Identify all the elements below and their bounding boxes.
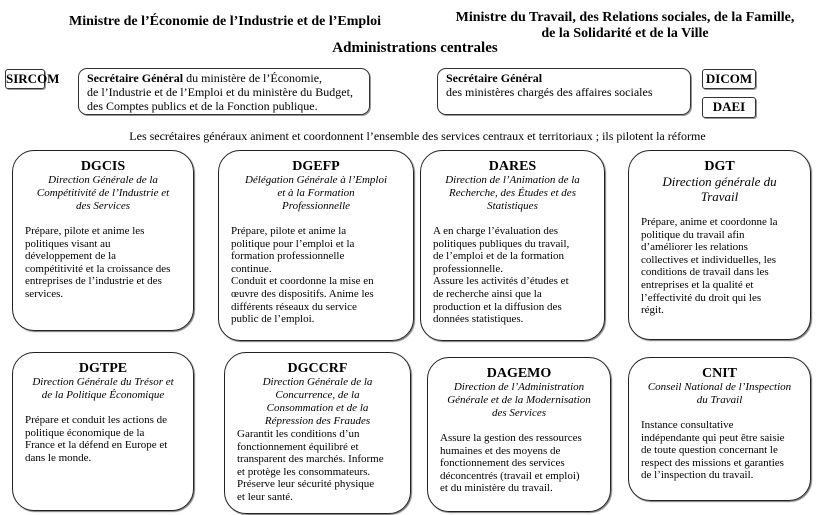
box-title: DAGEMO	[486, 366, 552, 381]
box-title: CNIT	[701, 366, 737, 381]
box-subtitle: Délégation Générale à l’Emploi et à la Formation Professionnelle	[244, 174, 388, 212]
box-subtitle: Direction générale du Travail	[662, 174, 777, 204]
box-subtitle: Direction Générale de la Compétitivité de l’Industrie et des Services	[36, 174, 170, 212]
box-subtitle: Direction Générale de la Concurrence, de la Consommation et de la Répression des Fraudes	[262, 376, 373, 427]
box-body: Prépare et conduit les actions de politique économique de la France et la défend en Europe et dans le monde.	[25, 414, 168, 464]
box-body: Garantit les conditions d’un fonctionnement équilibré et transparent des marchés. Informe et protège les consommateurs. Préserve leur sécurité physique et leur santé.	[237, 428, 384, 503]
box-body: Prépare, pilote et anime les politiques visant au développement de la compétitivité et la croissance des entreprises de l’industrie et des services.	[25, 225, 171, 300]
box-title: DGT	[704, 159, 735, 174]
sircom-box: SIRCOM	[5, 69, 45, 89]
caption: Les secrétaires généraux animent et coordonnent l’ensemble des services centraux et territoriaux ; ils pilotent la réforme	[129, 129, 706, 143]
page-title: Administrations centrales	[332, 40, 498, 56]
secretary-general-economy	[78, 68, 370, 115]
sg-right-label: Secrétaire Général	[446, 71, 543, 85]
box-body: Prépare, anime et coordonne la politique du travail afin d’améliorer les relations collectives et individuelles, les conditions de travail dans les entreprises et la qualité et l’effectivité du droit qui les régit.	[641, 216, 778, 317]
dicom-box: DICOM	[702, 69, 756, 89]
box-body: Prépare, pilote et anime la politique pour l’emploi et la formation professionnelle continue. Conduit et coordonne la mise en œuvre des dispositifs. Anime les différents réseaux du service public de l’emploi.	[231, 225, 374, 326]
sg-right-text: des ministères chargés des affaires sociales	[446, 85, 653, 99]
box-subtitle: Direction de l’Administration Générale et de la Modernisation des Services	[447, 381, 591, 419]
box-title: DGCCRF	[287, 361, 348, 376]
directorate-box-cnit	[628, 357, 811, 501]
box-subtitle: Direction de l’Animation de la Recherche, des Études et des Statistiques	[445, 174, 580, 212]
sg-left-text: du ministère de l’Économie, de l’Industrie et de l’Emploi et du ministère du Budget, des Comptes publics et de la Fonction publique.	[87, 71, 353, 113]
box-title: DGCIS	[80, 159, 126, 174]
box-title: DARES	[488, 159, 537, 174]
box-subtitle: Conseil National de l’Inspection du Travail	[647, 381, 792, 406]
directorate-box-dgcis	[12, 150, 194, 331]
directorate-box-dagemo	[427, 357, 611, 512]
left-minister-title: Ministre de l’Économie de l’Industrie et de l’Emploi	[69, 14, 381, 29]
box-title: DGEFP	[292, 159, 340, 174]
box-body: Instance consultative indépendante qui peut être saisie de toute question concernant le respect des missions et garanties de l’inspection du travail.	[641, 419, 785, 482]
directorate-box-dgccrf	[224, 352, 411, 514]
box-body: Assure la gestion des ressources humaines et des moyens de fonctionnement des services déconcentrés (travail et emploi) et du ministère du travail.	[440, 432, 582, 495]
right-minister-title: Ministre du Travail, des Relations sociales, de la Famille, de la Solidarité et de la Ville	[455, 10, 795, 41]
directorate-box-dgt	[628, 150, 811, 340]
secretary-general-social	[437, 68, 691, 115]
box-title: DGTPE	[78, 361, 128, 376]
box-subtitle: Direction Générale du Trésor et de la Politique Économique	[32, 376, 174, 401]
box-body: A en charge l’évaluation des politiques publiques du travail, de l’emploi et de la formation professionnelle. Assure les activités d’études et de recherche ainsi que la production et la diffusion des données statistiques.	[433, 225, 570, 326]
daei-box: DAEI	[702, 97, 756, 118]
directorate-box-dgtpe	[12, 352, 194, 511]
sg-left-label: Secrétaire Général	[87, 71, 184, 85]
directorate-box-dares	[420, 150, 605, 341]
directorate-box-dgefp	[218, 150, 414, 341]
